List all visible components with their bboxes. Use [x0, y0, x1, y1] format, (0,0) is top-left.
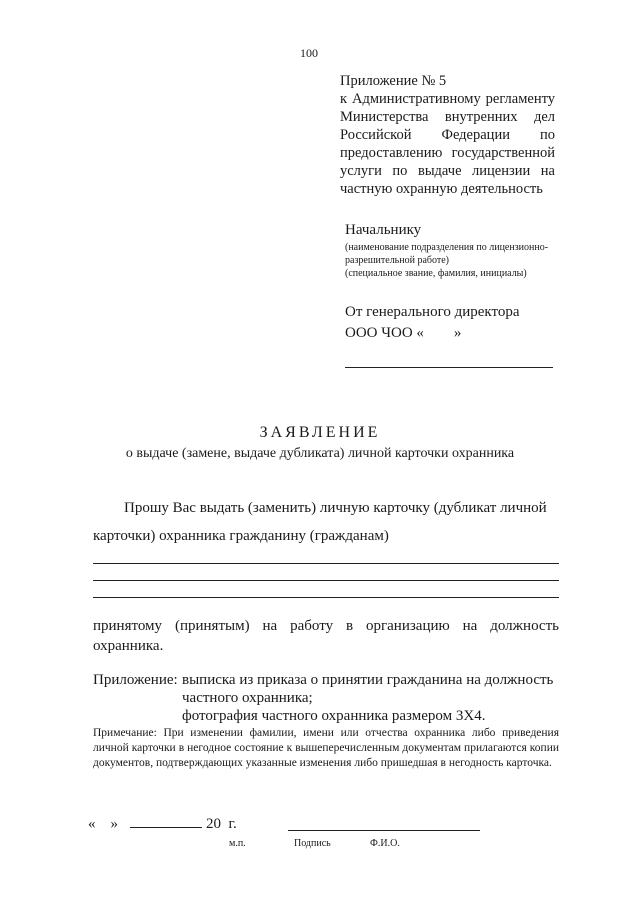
sender-block — [345, 302, 585, 344]
attachment-label: Приложение: — [93, 672, 178, 688]
attachment-item: фотография частного охранника размером 3Х4. — [182, 708, 486, 724]
appendix-line: услуги по выдаче лицензии на — [340, 163, 555, 179]
attachment-item: выписка из приказа о принятии гражданина на должность — [182, 672, 554, 688]
signature-line — [288, 830, 480, 831]
addressee-unit-note: (наименование подразделения по лицензионно-разрешительной работе) — [345, 242, 549, 266]
fill-in-line — [93, 563, 559, 564]
page-number: 100 — [300, 46, 318, 60]
document-title: ЗАЯВЛЕНИЕ — [259, 424, 381, 441]
fill-in-line — [93, 597, 559, 598]
employment-text-line: охранника. — [93, 638, 164, 654]
date-row — [88, 815, 237, 833]
sender-signature-line — [345, 367, 553, 368]
addressee-block — [345, 222, 585, 280]
appendix-line: к Административному регламенту — [340, 91, 555, 107]
appendix-line: Российской Федерации по — [340, 127, 555, 143]
date-year: 20 г. — [206, 816, 237, 832]
fill-in-line — [93, 580, 559, 581]
sender-company: ООО ЧОО « » — [345, 325, 462, 341]
appendix-number: Приложение № 5 — [340, 73, 447, 89]
addressee-person-note: (специальное звание, фамилия, инициалы) — [345, 268, 527, 279]
appendix-line: частную охранную деятельность — [340, 181, 543, 197]
attachment-item: частного охранника; — [182, 690, 313, 706]
request-text-line: карточки) охранника гражданину (гражданам) — [93, 528, 389, 544]
employment-text-line: принятому (принятым) на работу в организацию на должность — [93, 618, 559, 634]
appendix-header — [340, 72, 555, 198]
request-text-line: Прошу Вас выдать (заменить) личную карточку (дубликат личной — [124, 500, 547, 516]
appendix-line: предоставлению государственной — [340, 145, 555, 161]
appendix-line: Министерства внутренних дел — [340, 109, 555, 125]
name-caption: Ф.И.О. — [370, 838, 400, 849]
sender-line: От генерального директора — [345, 304, 520, 320]
date-day: « » — [88, 816, 118, 832]
note-paragraph: Примечание: При изменении фамилии, имени или отчества охранника либо приведения личной карточки в негодное состояние к вышеперечисленным документам прилагаются копии документов, подтверждающих указанные изменения либо пришедшая в негодность карточка. — [93, 727, 559, 769]
date-month-blank — [130, 815, 202, 828]
addressee-title: Начальнику — [345, 222, 422, 238]
signature-caption: Подпись — [294, 838, 331, 849]
stamp-caption: м.п. — [229, 838, 246, 849]
document-subtitle: о выдаче (замене, выдаче дубликата) личной карточки охранника — [125, 446, 515, 461]
